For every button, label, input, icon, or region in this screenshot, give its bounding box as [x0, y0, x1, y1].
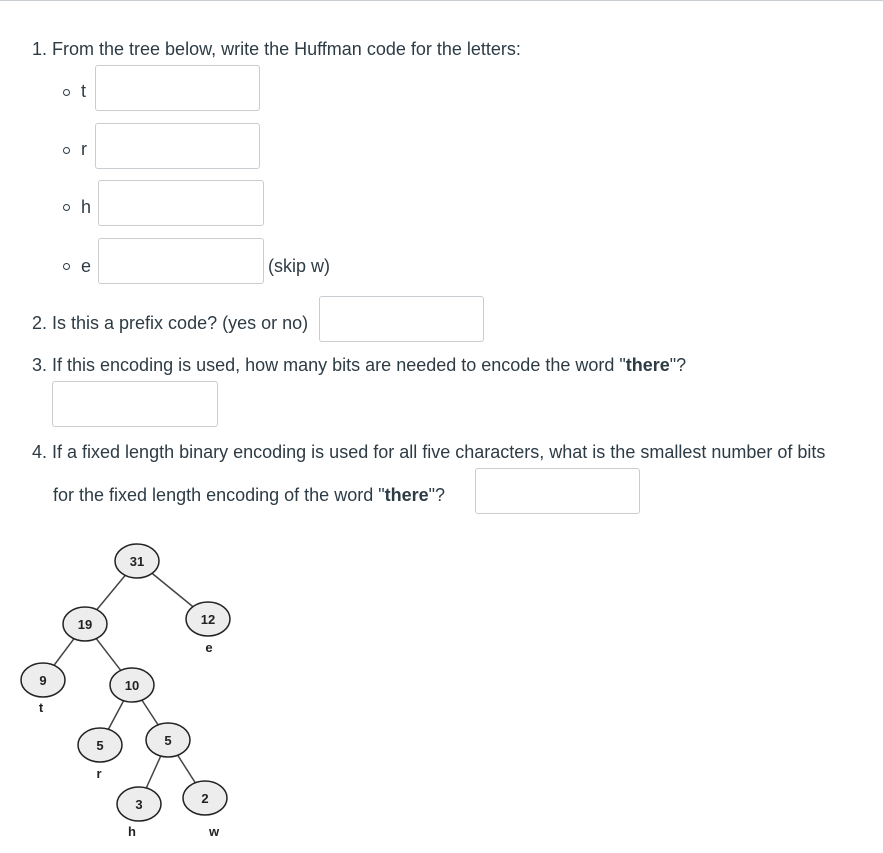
- tree-node-value: 19: [77, 617, 93, 632]
- question-2-prompt: 2. Is this a prefix code? (yes or no): [32, 313, 309, 333]
- bullet-icon: [63, 263, 70, 270]
- question-3-prompt: 3. If this encoding is used, how many bits are needed to encode the word "there"?: [32, 355, 687, 375]
- code-h-input[interactable]: [98, 180, 264, 226]
- tree-node: [110, 668, 154, 702]
- top-divider: [0, 0, 883, 1]
- tree-node-value: 10: [124, 678, 140, 693]
- letter-h-label: h: [81, 197, 92, 217]
- code-t-input[interactable]: [95, 65, 260, 111]
- fixed-length-bits-input[interactable]: [475, 468, 640, 514]
- tree-node: [115, 544, 159, 578]
- bullet-icon: [63, 89, 70, 96]
- tree-node: [186, 602, 230, 636]
- bullet-icon: [63, 204, 70, 211]
- tree-node-value: 5: [96, 738, 104, 753]
- prefix-code-input[interactable]: [319, 296, 484, 342]
- tree-node-value: 12: [200, 612, 216, 627]
- tree-node: [21, 663, 65, 697]
- letter-r-label: r: [81, 139, 87, 159]
- tree-node: [183, 781, 227, 815]
- tree-leaf-letter: h: [128, 824, 136, 839]
- letter-e-label: e: [81, 256, 92, 276]
- tree-node: [146, 723, 190, 757]
- tree-leaf-letter: e: [205, 640, 213, 655]
- tree-node-value: 9: [39, 673, 47, 688]
- skip-note: (skip w): [268, 256, 330, 276]
- code-e-input[interactable]: [98, 238, 264, 284]
- tree-leaf-letter: w: [208, 824, 220, 839]
- huffman-tree-diagram: [0, 530, 260, 850]
- letter-t-label: t: [81, 81, 87, 101]
- tree-node-value: 31: [129, 554, 145, 569]
- bits-needed-input[interactable]: [52, 381, 218, 427]
- tree-leaf-letter: t: [38, 700, 44, 715]
- tree-node: [117, 787, 161, 821]
- tree-node: [63, 607, 107, 641]
- tree-node-value: 2: [201, 791, 209, 806]
- question-4-prompt-line1: 4. If a fixed length binary encoding is used for all five characters, what is the smallest number of bits: [32, 442, 826, 462]
- code-r-input[interactable]: [95, 123, 260, 169]
- tree-leaf-letter: r: [96, 766, 102, 781]
- bullet-icon: [63, 147, 70, 154]
- tree-node: [78, 728, 122, 762]
- question-4-prompt-line2: for the fixed length encoding of the word "there"?: [53, 485, 446, 505]
- tree-node-value: 3: [135, 797, 143, 812]
- tree-node-value: 5: [164, 733, 172, 748]
- question-1-prompt: 1. From the tree below, write the Huffman code for the letters:: [32, 39, 521, 59]
